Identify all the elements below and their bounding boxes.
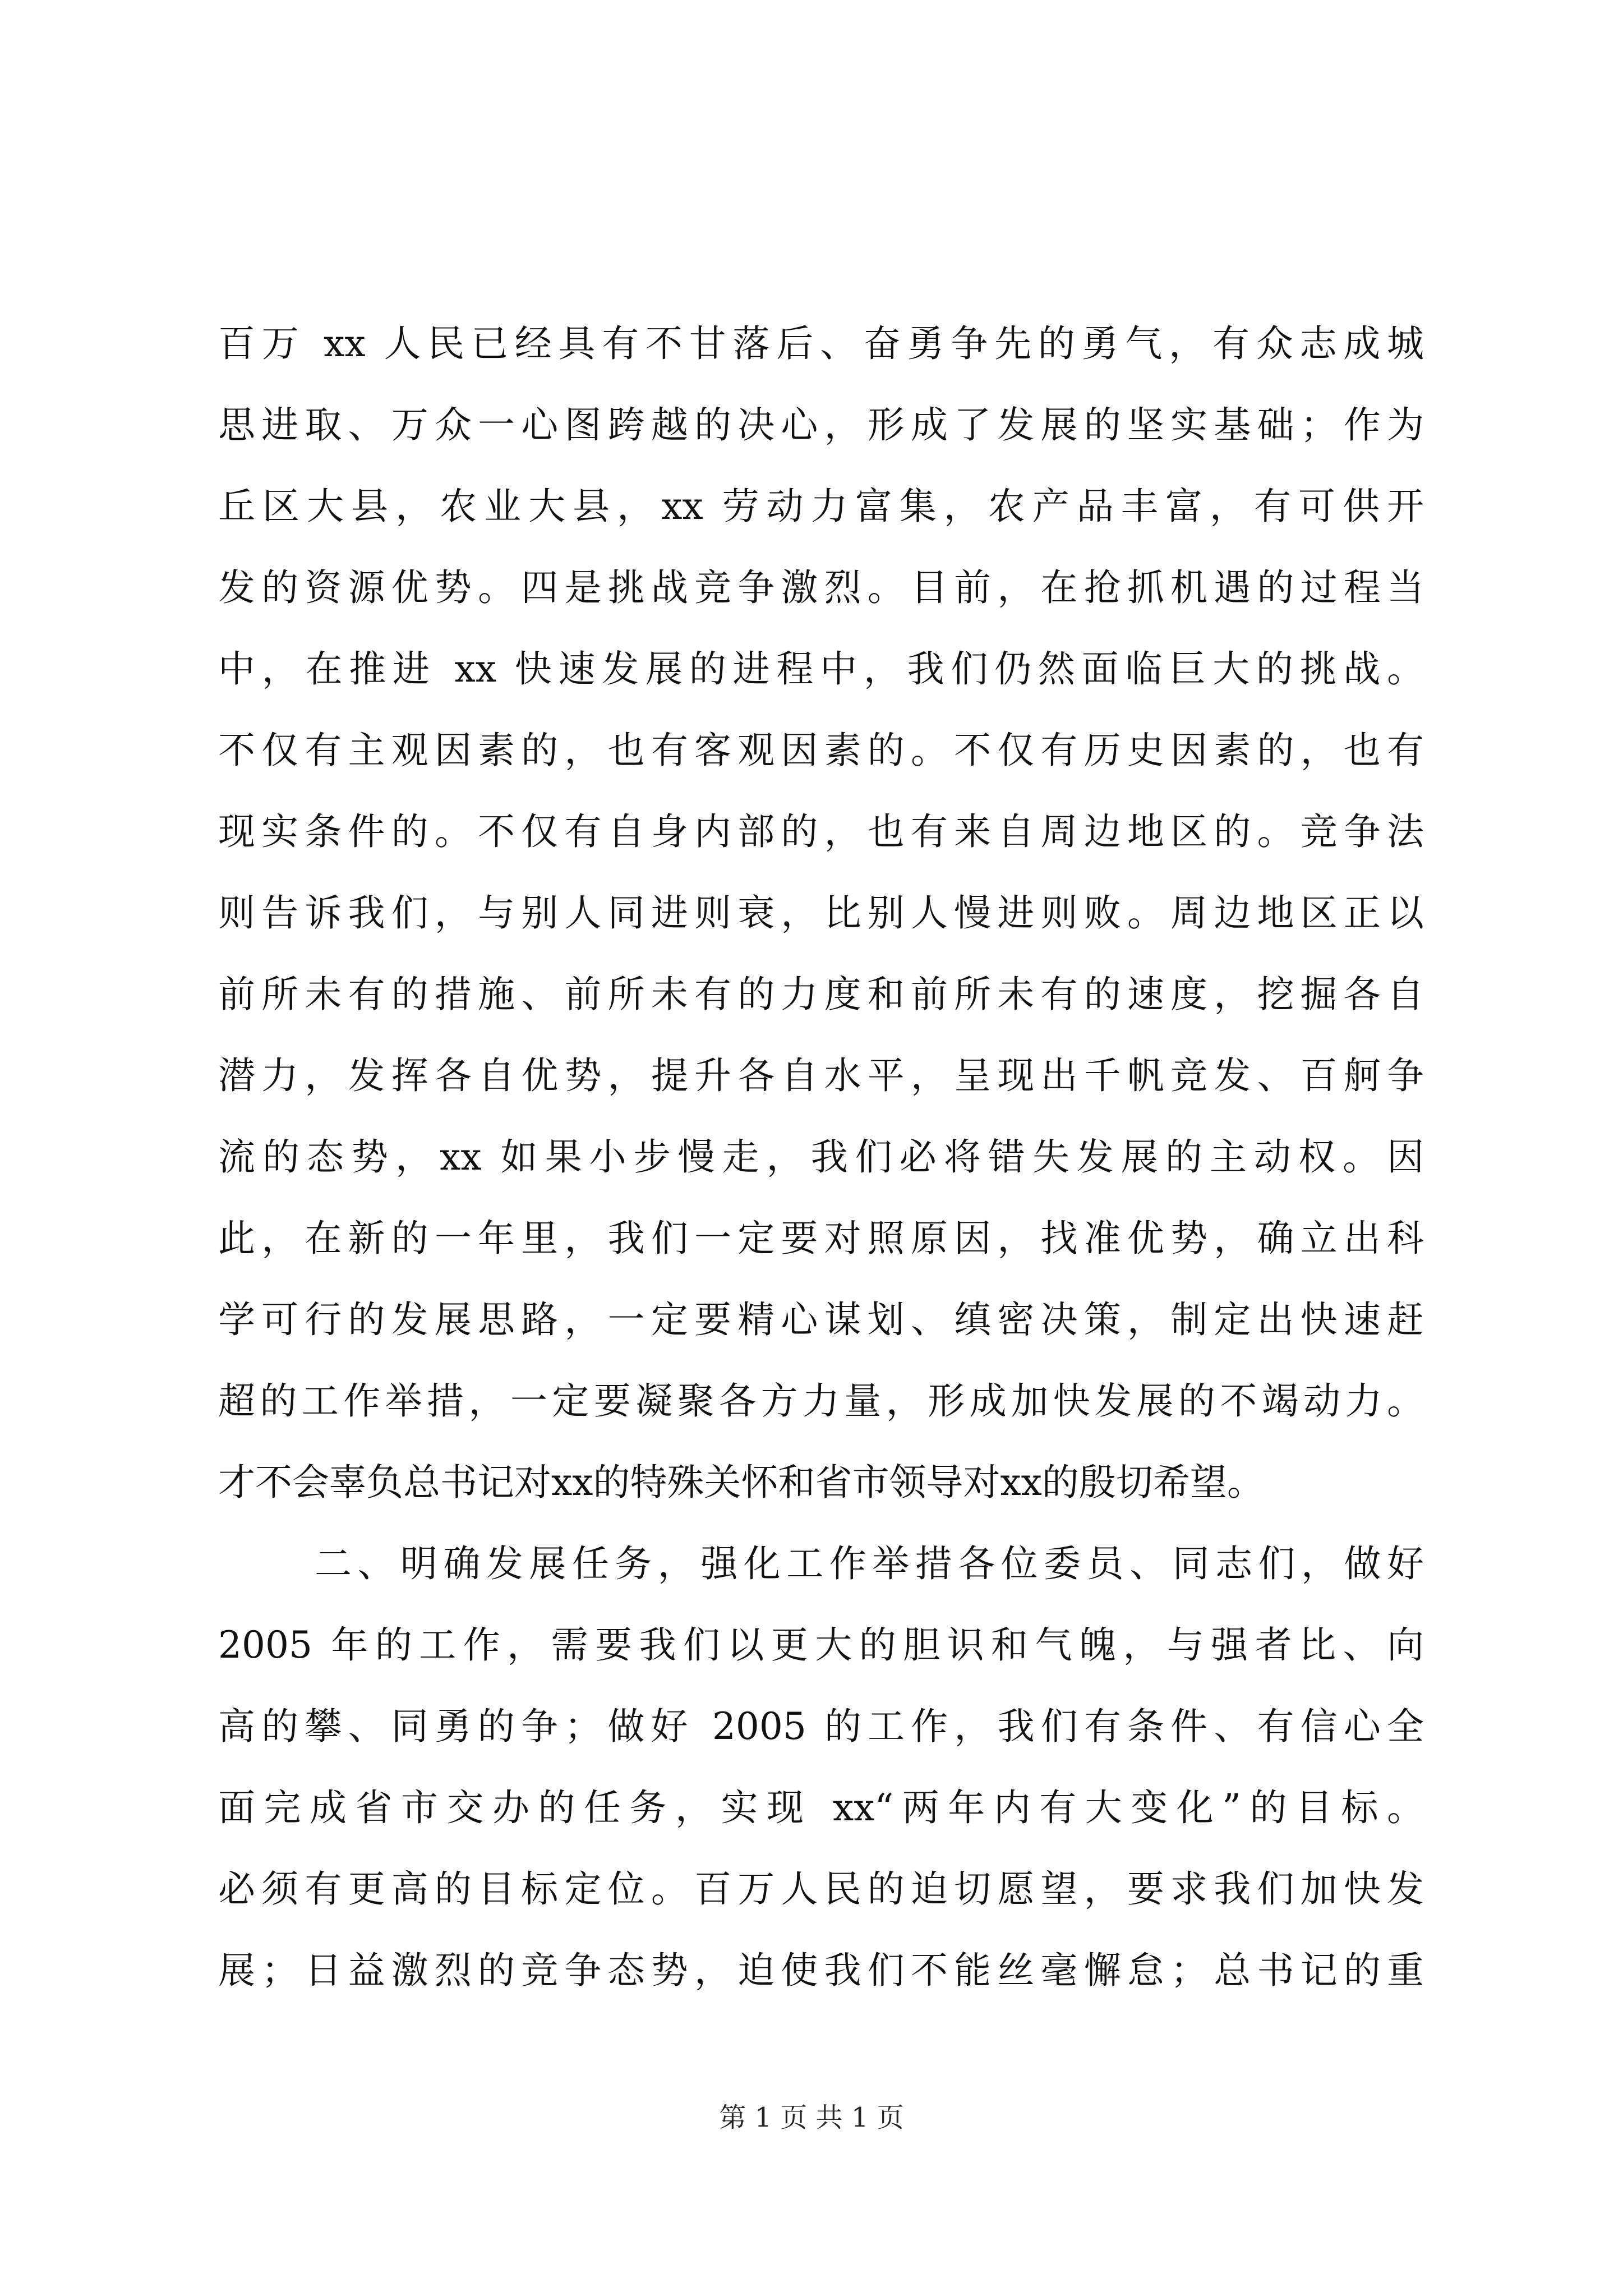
- text-line-6: 不仅有主观因素的，也有客观因素的。不仅有历史因素的，也有: [218, 729, 1424, 772]
- page-number-footer: 第 1 页 共 1 页: [719, 2102, 904, 2133]
- text-line-17: 2005 年的工作，需要我们以更大的胆识和气魄，与强者比、向: [218, 1623, 1424, 1667]
- section-heading-line: 二、明确发展任务，强化工作举措各位委员、同志们，做好: [315, 1542, 1424, 1585]
- text-line-15: 才不会辜负总书记对xx的特殊关怀和省市领导对xx的殷切希望。: [218, 1461, 1264, 1504]
- text-line-9: 前所未有的措施、前所未有的力度和前所未有的速度，挖掘各自: [218, 973, 1424, 1016]
- text-line-8: 则告诉我们，与别人同进则衰，比别人慢进则败。周边地区正以: [218, 891, 1424, 935]
- text-line-14: 超的工作举措，一定要凝聚各方力量，形成加快发展的不竭动力。: [218, 1379, 1424, 1423]
- text-line-19: 面完成省市交办的任务，实现 xx“两年内有大变化”的目标。: [218, 1786, 1424, 1829]
- text-line-12: 此，在新的一年里，我们一定要对照原因，找准优势，确立出科: [218, 1217, 1424, 1260]
- text-line-13: 学可行的发展思路，一定要精心谋划、缜密决策，制定出快速赶: [218, 1298, 1424, 1341]
- text-line-5: 中，在推进 xx 快速发展的进程中，我们仍然面临巨大的挑战。: [218, 647, 1424, 691]
- text-line-4: 发的资源优势。四是挑战竞争激烈。目前，在抢抓机遇的过程当: [218, 566, 1424, 609]
- body-text: [218, 303, 1424, 2011]
- text-line-11: 流的态势，xx 如果小步慢走，我们必将错失发展的主动权。因: [218, 1135, 1424, 1179]
- text-line-20: 必须有更高的目标定位。百万人民的迫切愿望，要求我们加快发: [218, 1867, 1424, 1911]
- text-line-2: 思进取、万众一心图跨越的决心，形成了发展的坚实基础；作为: [218, 403, 1424, 447]
- text-line-1: 百万 xx 人民已经具有不甘落后、奋勇争先的勇气，有众志成城: [218, 322, 1424, 365]
- text-line-7: 现实条件的。不仅有自身内部的，也有来自周边地区的。竞争法: [218, 810, 1424, 853]
- text-line-18: 高的攀、同勇的争；做好 2005 的工作，我们有条件、有信心全: [218, 1705, 1424, 1748]
- text-line-10: 潜力，发挥各自优势，提升各自水平，呈现出千帆竞发、百舸争: [218, 1054, 1424, 1097]
- text-line-3: 丘区大县，农业大县，xx 劳动力富集，农产品丰富，有可供开: [218, 485, 1424, 528]
- text-line-21: 展；日益激烈的竞争态势，迫使我们不能丝毫懈怠；总书记的重: [218, 1949, 1424, 1992]
